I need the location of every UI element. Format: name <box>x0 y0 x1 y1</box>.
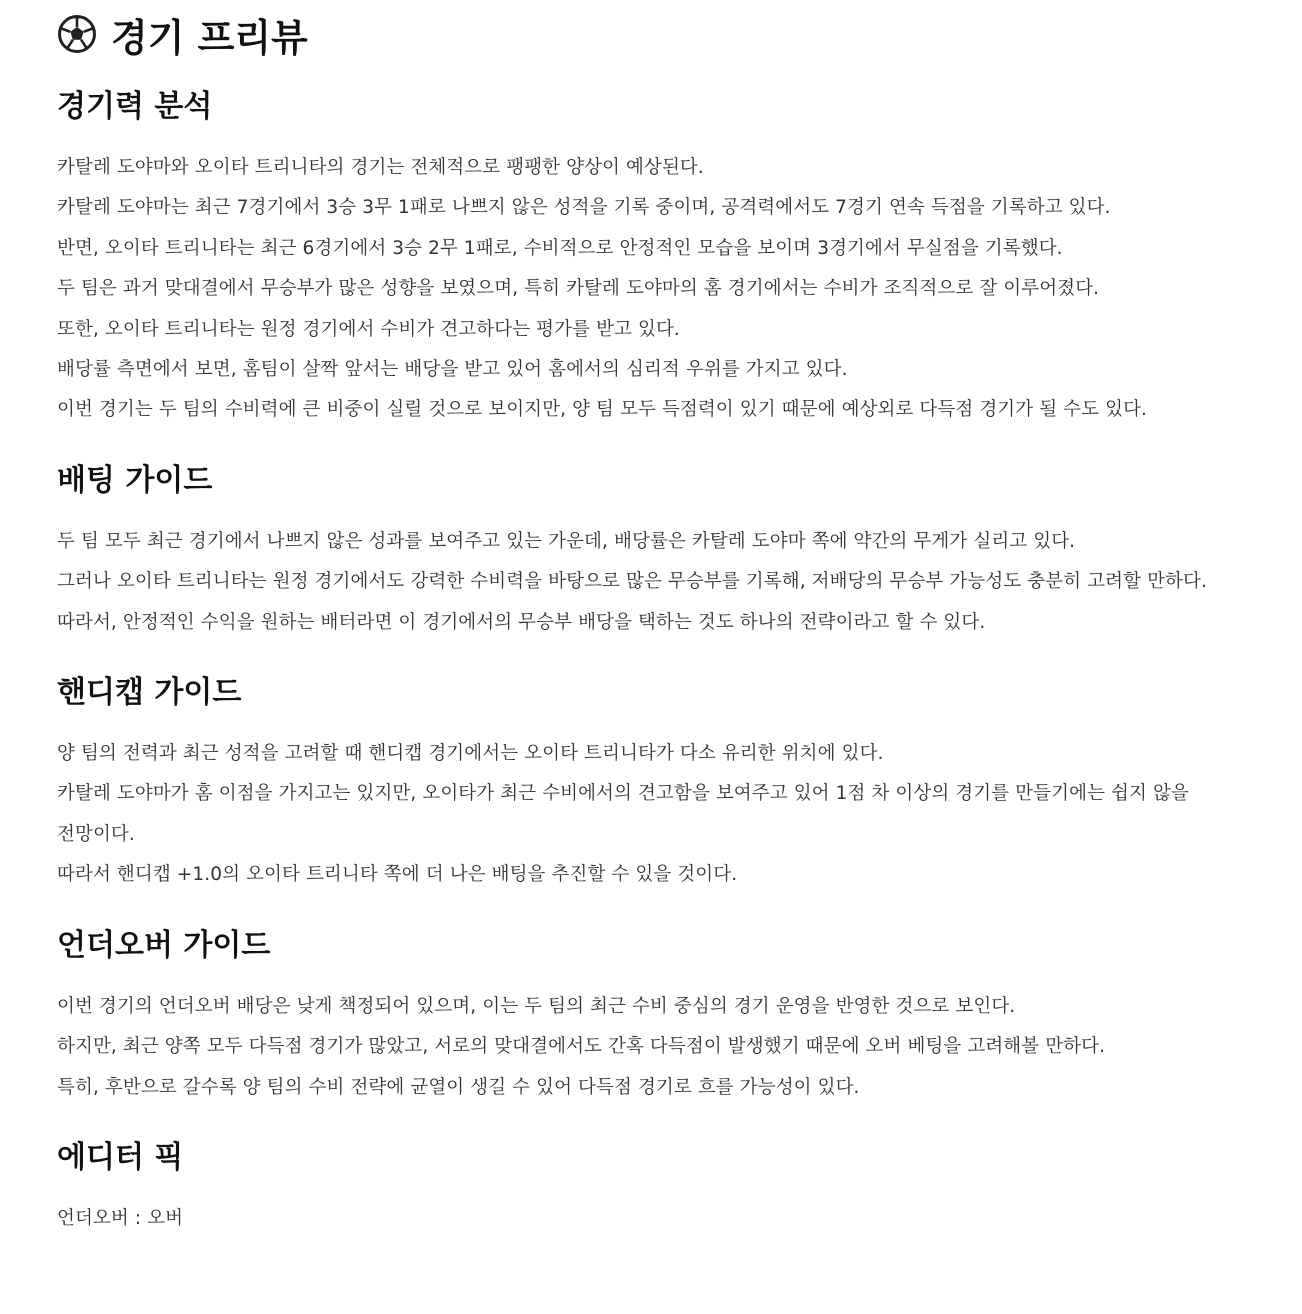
paragraph: 하지만, 최근 양쪽 모두 다득점 경기가 많았고, 서로의 맞대결에서도 간혹 다득점이 발생했기 때문에 오버 베팅을 고려해볼 만하다. <box>57 1036 1106 1058</box>
paragraph: 두 팀은 과거 맞대결에서 무승부가 많은 성향을 보였으며, 특히 카탈레 도야마의 홈 경기에서는 수비가 조직적으로 잘 이루어졌다. <box>57 278 1100 300</box>
paragraph: 이번 경기의 언더오버 배당은 낮게 책정되어 있으며, 이는 두 팀의 최근 수비 중심의 경기 운영을 반영한 것으로 보인다. <box>57 995 1016 1017</box>
paragraph: 카탈레 도야마와 오이타 트리니타의 경기는 전체적으로 팽팽한 양상이 예상된다. <box>57 157 704 178</box>
section-performance-analysis <box>57 86 1272 431</box>
paragraph: 카탈레 도야마가 홈 이점을 가지고는 있지만, 오이타가 최근 수비에서의 견고함을 보여주고 있어 1점 차 이상의 경기를 만들기에는 쉽지 않을 전망이다. <box>57 783 1189 845</box>
editor-pick-value: 언더오버 : 오버 <box>57 1207 184 1229</box>
article <box>57 0 1272 1239</box>
paragraph: 그러나 오이타 트리니타는 원정 경기에서도 강력한 수비력을 바탕으로 많은 무승부를 기록해, 저배당의 무승부 가능성도 충분히 고려할 만하다. <box>57 571 1207 593</box>
section-body <box>57 734 1272 896</box>
section-heading: 핸디캡 가이드 <box>57 675 242 711</box>
paragraph: 카탈레 도야마는 최근 7경기에서 3승 3무 1패로 나쁘지 않은 성적을 기록 중이며, 공격력에서도 7경기 연속 득점을 기록하고 있다. <box>57 197 1111 219</box>
page-title <box>57 8 1272 60</box>
section-handicap-guide <box>57 672 1272 896</box>
section-body <box>57 148 1272 431</box>
section-editor-pick <box>57 1137 1272 1239</box>
page-title-text: 경기 프리뷰 <box>111 15 308 60</box>
section-body <box>57 987 1272 1108</box>
section-heading: 배팅 가이드 <box>57 462 213 498</box>
paragraph: 또한, 오이타 트리니타는 원정 경기에서 수비가 견고하다는 평가를 받고 있다. <box>57 318 680 340</box>
paragraph: 따라서 핸디캡 +1.0의 오이타 트리니타 쪽에 더 나은 배팅을 추진할 수 있을 것이다. <box>57 864 738 886</box>
paragraph: 배당률 측면에서 보면, 홈팀이 살짝 앞서는 배당을 받고 있어 홈에서의 심리적 우위를 가지고 있다. <box>57 359 848 381</box>
section-under-over-guide <box>57 925 1272 1108</box>
paragraph: 두 팀 모두 최근 경기에서 나쁘지 않은 성과를 보여주고 있는 가운데, 배당률은 카탈레 도야마 쪽에 약간의 무게가 실리고 있다. <box>57 530 1076 552</box>
soccer-ball-icon <box>57 14 97 54</box>
paragraph: 양 팀의 전력과 최근 성적을 고려할 때 핸디캡 경기에서는 오이타 트리니타가 다소 유리한 위치에 있다. <box>57 743 884 765</box>
section-heading: 언더오버 가이드 <box>57 927 271 963</box>
section-heading: 경기력 분석 <box>57 89 213 124</box>
section-body <box>57 1199 1272 1239</box>
paragraph: 특히, 후반으로 갈수록 양 팀의 수비 전략에 균열이 생길 수 있어 다득점 경기로 흐를 가능성이 있다. <box>57 1076 860 1098</box>
section-heading: 에디터 픽 <box>57 1139 184 1175</box>
paragraph: 따라서, 안정적인 수익을 원하는 배터라면 이 경기에서의 무승부 배당을 택하는 것도 하나의 전략이라고 할 수 있다. <box>57 611 986 633</box>
paragraph: 반면, 오이타 트리니타는 최근 6경기에서 3승 2무 1패로, 수비적으로 안정적인 모습을 보이며 3경기에서 무실점을 기록했다. <box>57 237 1063 259</box>
section-body <box>57 522 1272 643</box>
paragraph: 이번 경기는 두 팀의 수비력에 큰 비중이 실릴 것으로 보이지만, 양 팀 모두 득점력이 있기 때문에 예상외로 다득점 경기가 될 수도 있다. <box>57 399 1148 421</box>
section-betting-guide <box>57 460 1272 643</box>
